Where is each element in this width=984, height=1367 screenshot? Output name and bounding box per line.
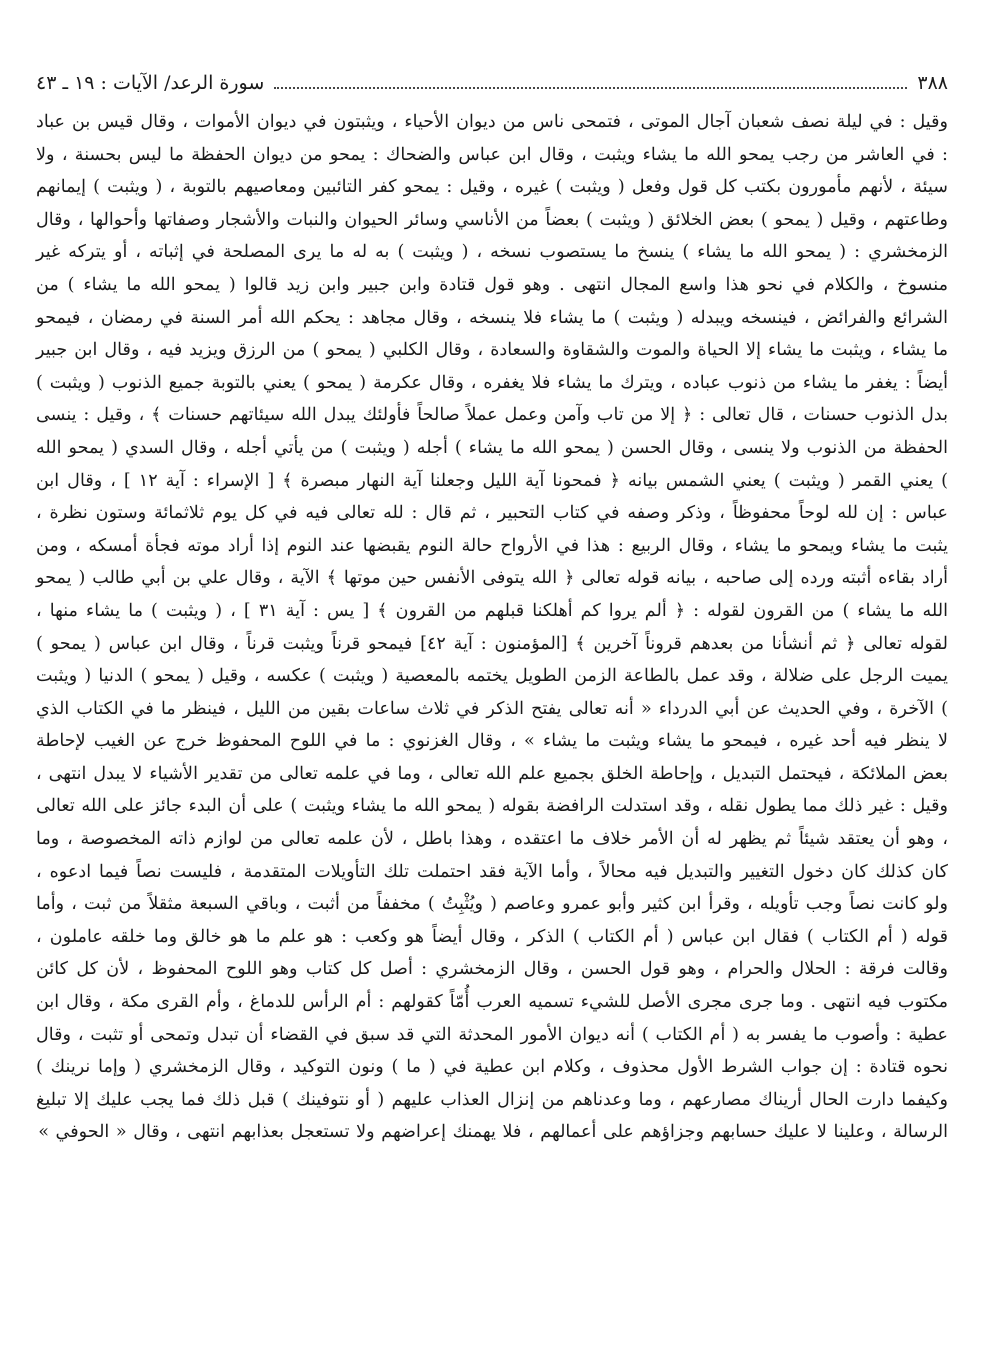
header-dotted-leader [274,86,907,89]
body-text [36,106,948,1149]
body-paragraph: وقيل : في ليلة نصف شعبان آجال الموتى ، فتمحى ناس من ديوان الأحياء ، ويثبتون في ديوان الأموات ، وقال قيس بن عباد : في العاشر من رجب يمحو الله ما يشاء ويثبت ، وقال ابن عباس والضحاك : يمحو من ديوان الحفظة ما ليس بحسنة ، ولا سيئة ، لأنهم مأمورون بكتب كل قول وفعل ( ويثبت ) غيره ، وقيل : يمحو كفر التائبين ومعاصيهم بالتوبة ، ( ويثبت ) إيمانهم وطاعتهم ، وقيل ( يمحو ) بعض الخلائق ( ويثبت ) بعضاً من الأناسي وسائر الحيوان والنبات والأشجار وصفاتها وأحوالها ، وقال الزمخشري : ( يمحو الله ما يشاء ) ينسخ ما يستصوب نسخه ، ( ويثبت ) به له ما يرى المصلحة في إثباته ، أو يتركه غير منسوخ ، والكلام في نحو هذا واسع المجال انتهى . وهو قول قتادة وابن جبير وابن زيد قالوا ( يمحو الله ما يشاء ) من الشرائع والفرائض ، فينسخه ويبدله ( ويثبت ) ما يشاء فلا ينسخه ، وقال مجاهد : يحكم الله أمر السنة في رمضان ، فيمحو ما يشاء ، ويثبت ما يشاء إلا الحياة والموت والشقاوة والسعادة ، وقال الكلبي ( يمحو ) من الرزق ويزيد فيه ، وقال ابن جبير أيضاً : يغفر ما يشاء من ذنوب عباده ، ويترك ما يشاء فلا يغفره ، وقال عكرمة ( يمحو ) يعني بالتوبة جميع الذنوب ( ويثبت ) بدل الذنوب حسنات ، قال تعالى : ﴿ إلا من تاب وآمن وعمل عملاً صالحاً فأولئك يبدل الله سيئاتهم حسنات ﴾ ، وقيل : ينسى الحفظة من الذنوب ولا ينسى ، وقال الحسن ( يمحو الله ما يشاء ) أجله ( ويثبت ) من يأتي أجله ، وقال السدي ( يمحو الله ) يعني القمر ( ويثبت ) يعني الشمس بيانه ﴿ فمحونا آية الليل وجعلنا آية النهار مبصرة ﴾ [ الإسراء : آية ١٢ ] ، وقال ابن عباس : إن لله لوحاً محفوظاً ، وذكر وصفه في كتاب التحبير ، ثم قال : لله تعالى فيه في كل يوم ثلاثمائة وستون نظرة ، يثبت ما يشاء ويمحو ما يشاء ، وقال الربيع : هذا في الأرواح حالة النوم يقبضها عند النوم إذا أراد موته فجأة أمسكه ، ومن أراد بقاءه أثبته ورده إلى صاحبه ، بيانه قوله تعالى ﴿ الله يتوفى الأنفس حين موتها ﴾ الآية ، وقال علي بن أبي طالب ( يمحو الله ما يشاء ) من القرون لقوله : ﴿ ألم يروا كم أهلكنا قبلهم من القرون ﴾ [ يس : آية ٣١ ] ، ( ويثبت ) ما يشاء منها ، لقوله تعالى ﴿ ثم أنشأنا من بعدهم قروناً آخرين ﴾ [المؤمنون : آية ٤٢] فيمحو قرناً ويثبت قرناً ، وقال ابن عباس ( يمحو ) يميت الرجل على ضلالة ، وقد عمل بالطاعة الزمن الطويل يختمه بالمعصية ( ويثبت ) عكسه ، وقيل ( يمحو ) الدنيا ( ويثبت ) الآخرة ، وفي الحديث عن أبي الدرداء « أنه تعالى يفتح الذكر في ثلاث ساعات بقين من الليل ، فينظر ما في الكتاب الذي لا ينظر فيه أحد غيره ، فيمحو ما يشاء ويثبت ما يشاء » ، وقال الغزنوي : ما في اللوح المحفوظ خرج عن الغيب لإحاطة بعض الملائكة ، فيحتمل التبديل ، وإحاطة الخلق بجميع علم الله تعالى ، وما في علمه تعالى من تقدير الأشياء لا يبدل انتهى ، وقيل : غير ذلك مما يطول نقله ، وقد استدلت الرافضة بقوله ( يمحو الله ما يشاء ويثبت ) على أن البدء جائز على الله تعالى ، وهو أن يعتقد شيئاً ثم يظهر له أن الأمر خلاف ما اعتقده ، وهذا باطل ، لأن علمه تعالى من لوازم ذاته المخصوصة ، وما كان كذلك كان دخول التغيير والتبديل فيه محالاً ، وأما الآية فقد احتملت تلك التأويلات المتقدمة ، فليست نصاً فيما ادعوه ، ولو كانت نصاً وجب تأويله ، وقرأ ابن كثير وأبو عمرو وعاصم ( ويُثْبِتُ ) مخففاً من أثبت ، وباقي السبعة مثقلاً من ثبت ، وأما قوله ( أم الكتاب ) فقال ابن عباس ( أم الكتاب ) الذكر ، وقال أيضاً هو وكعب : هو علم ما هو خالق وما خلقه عاملون ، وقالت فرقة : الحلال والحرام ، وهو قول الحسن ، وقال الزمخشري : أصل كل كتاب وهو اللوح المحفوظ ، لأن كل كائن مكتوب فيه انتهى . وما جرى مجرى الأصل للشيء تسميه العرب أُمّاً كقولهم : أم الرأس للدماغ ، وأم القرى مكة ، وقال ابن عطية : وأصوب ما يفسر به ( أم الكتاب ) أنه ديوان الأمور المحدثة التي قد سبق في القضاء أن تبدل وتمحى أو تثبت ، وقال نحوه قتادة : إن جواب الشرط الأول محذوف ، وكلام ابن عطية في ( ما ) ونون التوكيد ، وقال الزمخشري ( وإما نرينك ) وكيفما دارت الحال أريناك مصارعهم ، وما وعدناهم من إنزال العذاب عليهم ( أو نتوفينك ) قبل ذلك فما يجب عليك إلا تبليغ الرسالة ، وعلينا لا عليك حسابهم وجزاؤهم على أعمالهم ، فلا يهمنك إعراضهم ولا تستعجل بعذابهم انتهى ، وقال « الحوفي » [36,112,949,1143]
page-number: ٣٨٨ [917,72,948,94]
book-page [36,60,948,1320]
page-header [36,60,948,96]
running-title: سورة الرعد/ الآيات : ١٩ ـ ٤٣ [36,72,265,94]
